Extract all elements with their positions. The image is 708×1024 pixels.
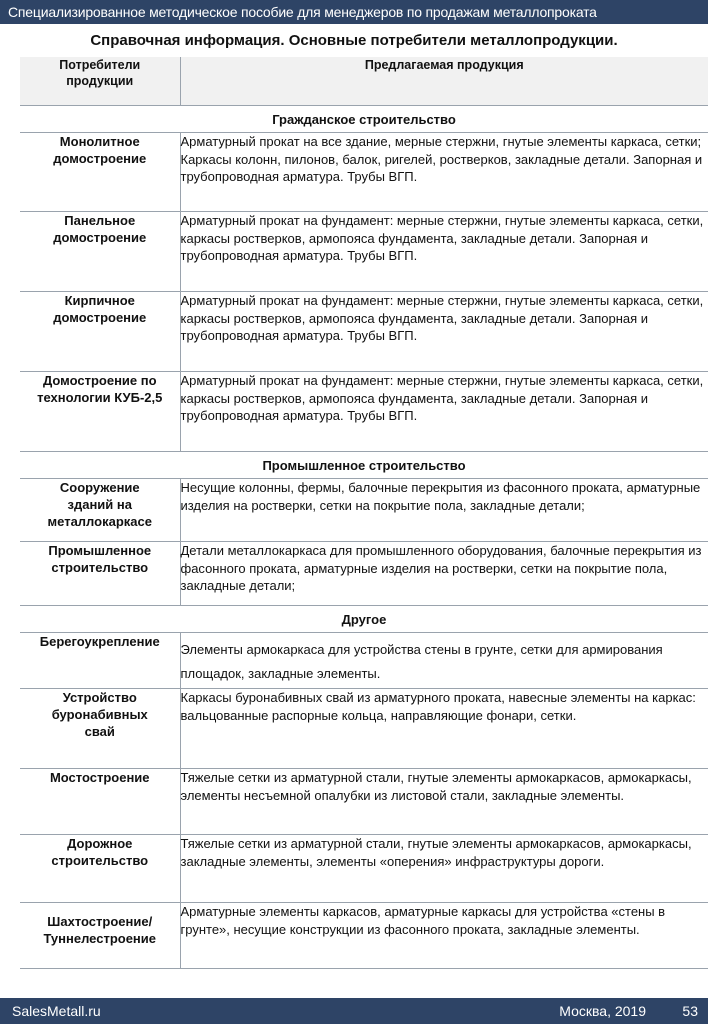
products-cell: Тяжелые сетки из арматурной стали, гнутые элементы армокаркасов, армокаркасы, закладные элементы, элементы «оперения» инфраструктуры дороги. — [180, 835, 708, 903]
column-header-products: Предлагаемая продукция — [180, 57, 708, 106]
consumer-cell: Мостостроение — [20, 769, 180, 835]
table-row — [20, 835, 708, 903]
section-row — [20, 106, 708, 133]
products-cell: Арматурные элементы каркасов, арматурные каркасы для устройства «стены в грунте», несущие конструкции из фасонного проката, закладные элементы. — [180, 903, 708, 969]
table-row — [20, 372, 708, 452]
consumer-cell: Кирпичное домостроение — [20, 292, 180, 372]
section-title-other: Другое — [20, 606, 708, 633]
consumer-cell: Промышленное строительство — [20, 542, 180, 606]
consumers-table — [20, 57, 708, 969]
table-row — [20, 769, 708, 835]
section-row — [20, 606, 708, 633]
page-title: Справочная информация. Основные потребители металлопродукции. — [90, 32, 618, 49]
consumer-cell: Монолитное домостроение — [20, 133, 180, 212]
consumer-cell: Домостроение по технологии КУБ-2,5 — [20, 372, 180, 452]
table-row — [20, 212, 708, 292]
consumer-cell: Панельное домостроение — [20, 212, 180, 292]
consumer-cell: Сооружение зданий на металлокаркасе — [20, 479, 180, 542]
products-cell: Тяжелые сетки из арматурной стали, гнутые элементы армокаркасов, армокаркасы, элементы несъемной опалубки из листовой стали, закладные элементы. — [180, 769, 708, 835]
products-cell: Арматурный прокат на фундамент: мерные стержни, гнутые элементы каркаса, сетки, каркасы ростверков, армопояса фундамента, закладные детали. Запорная и трубопроводная арматура. Трубы ВГП. — [180, 292, 708, 372]
products-cell: Арматурный прокат на фундамент: мерные стержни, гнутые элементы каркаса, сетки, каркасы ростверков, армопояса фундамента, закладные детали. Запорная и трубопроводная арматура. Трубы ВГП. — [180, 212, 708, 292]
table-row — [20, 542, 708, 606]
footer-banner — [0, 998, 708, 1024]
table-header-row — [20, 57, 708, 106]
consumer-cell: Устройство буронабивных свай — [20, 689, 180, 769]
table-row — [20, 479, 708, 542]
consumer-cell: Дорожное строительство — [20, 835, 180, 903]
table-row — [20, 633, 708, 689]
products-cell: Каркасы буронабивных свай из арматурного проката, навесные элементы на каркас: вальцованные распорные кольца, направляющие фонари, сетки. — [180, 689, 708, 769]
section-title-civil: Гражданское строительство — [20, 106, 708, 133]
products-cell: Арматурный прокат на фундамент: мерные стержни, гнутые элементы каркаса, сетки, каркасы ростверков, армопояса фундамента, закладные детали. Запорная и трубопроводная арматура. Трубы ВГП. — [180, 372, 708, 452]
section-row — [20, 452, 708, 479]
consumer-cell: Шахтостроение/ Туннелестроение — [20, 903, 180, 969]
site-name: SalesMetall.ru — [12, 1003, 101, 1019]
table-row — [20, 689, 708, 769]
products-cell: Детали металлокаркаса для промышленного оборудования, балочные перекрытия из фасонного проката, арматурные изделия на ростверки, сетки на покрытие пола, закладные детали; — [180, 542, 708, 606]
consumer-cell: Берегоукрепление — [20, 633, 180, 689]
products-cell: Несущие колонны, фермы, балочные перекрытия из фасонного проката, арматурные изделия на ростверки, сетки на покрытие пола, закладные детали; — [180, 479, 708, 542]
column-header-consumers: Потребители продукции — [20, 57, 180, 106]
products-cell: Элементы армокаркаса для устройства стены в грунте, сетки для армирования площадок, закладные элементы. — [180, 633, 708, 689]
top-banner: Специализированное методическое пособие для менеджеров по продажам металлопроката — [0, 0, 708, 24]
section-title-industrial: Промышленное строительство — [20, 452, 708, 479]
table-row — [20, 903, 708, 969]
city-year: Москва, 2019 — [559, 1003, 646, 1019]
page-number: 53 — [682, 1003, 698, 1019]
products-cell: Арматурный прокат на все здание, мерные стержни, гнутые элементы каркаса, сетки; Каркасы колонн, пилонов, балок, ригелей, ростверков, закладные детали. Запорная и трубопроводная арматура. Трубы ВГП. — [180, 133, 708, 212]
table-row — [20, 133, 708, 212]
table-row — [20, 292, 708, 372]
